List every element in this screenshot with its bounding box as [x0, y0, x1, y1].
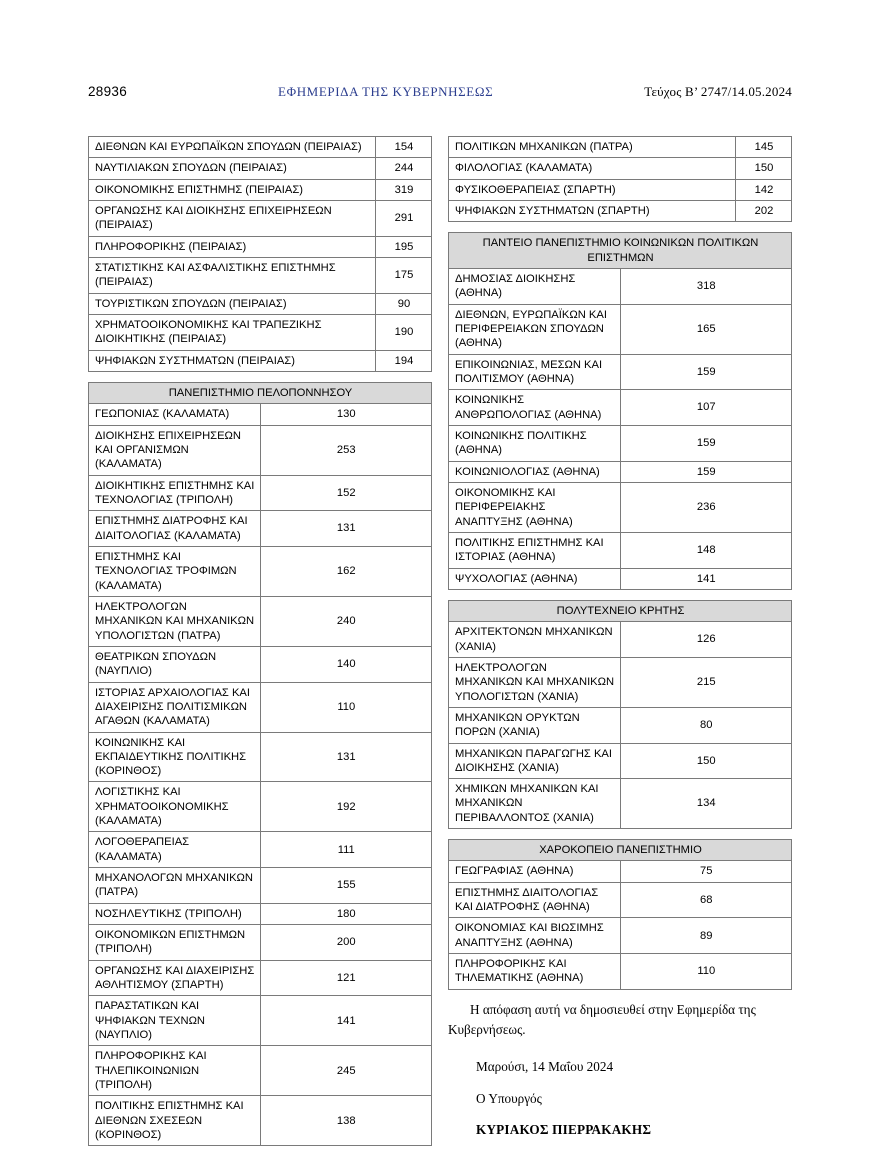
table-panteion-university — [448, 232, 792, 590]
department-value: 107 — [620, 390, 792, 426]
section-title: ΠΟΛΥΤΕΧΝΕΙΟ ΚΡΗΤΗΣ — [449, 600, 792, 621]
minister-name: ΚΥΡΙΑΚΟΣ ΠΙΕΡΡΑΚΑΚΗΣ — [476, 1121, 652, 1137]
department-name: ΠΟΛΙΤΙΚΩΝ ΜΗΧΑΝΙΚΩΝ (ΠΑΤΡΑ) — [449, 137, 736, 158]
table-row — [89, 137, 432, 158]
page-number: 28936 — [88, 84, 128, 99]
table-peloponnese-continued — [448, 136, 792, 222]
department-value: 244 — [376, 158, 432, 179]
department-value: 89 — [620, 918, 792, 954]
department-name: ΛΟΓΟΘΕΡΑΠΕΙΑΣ (ΚΑΛΑΜΑΤΑ) — [89, 832, 261, 868]
department-name: ΟΙΚΟΝΟΜΙΚΩΝ ΕΠΙΣΤΗΜΩΝ (ΤΡΙΠΟΛΗ) — [89, 925, 261, 961]
table-row — [89, 425, 432, 475]
department-value: 318 — [620, 268, 792, 304]
department-name: ΟΙΚΟΝΟΜΙΚΗΣ ΕΠΙΣΤΗΜΗΣ (ΠΕΙΡΑΙΑΣ) — [89, 179, 376, 200]
department-name: ΔΙΟΙΚΗΣΗΣ ΕΠΙΧΕΙΡΗΣΕΩΝ ΚΑΙ ΟΡΓΑΝΙΣΜΩΝ (ΚΑΛΑΜΑΤΑ) — [89, 425, 261, 475]
department-value: 141 — [260, 996, 432, 1046]
department-value: 155 — [260, 868, 432, 904]
department-name: ΚΟΙΝΩΝΙΚΗΣ ΑΝΘΡΩΠΟΛΟΓΙΑΣ (ΑΘΗΝΑ) — [449, 390, 621, 426]
department-name: ΟΡΓΑΝΩΣΗΣ ΚΑΙ ΔΙΑΧΕΙΡΙΣΗΣ ΑΘΛΗΤΙΣΜΟΥ (ΣΠΑΡΤΗ) — [89, 960, 261, 996]
table-row — [89, 236, 432, 257]
department-name: ΠΛΗΡΟΦΟΡΙΚΗΣ ΚΑΙ ΤΗΛΕΠΙΚΟΙΝΩΝΙΩΝ (ΤΡΙΠΟΛΗ) — [89, 1046, 261, 1096]
department-value: 150 — [736, 158, 792, 179]
department-name: ΟΙΚΟΝΟΜΙΚΗΣ ΚΑΙ ΠΕΡΙΦΕΡΕΙΑΚΗΣ ΑΝΑΠΤΥΞΗΣ (ΑΘΗΝΑ) — [449, 482, 621, 532]
table-row — [449, 461, 792, 482]
department-value: 159 — [620, 354, 792, 390]
department-value: 80 — [620, 707, 792, 743]
table-row — [89, 832, 432, 868]
department-name: ΗΛΕΚΤΡΟΛΟΓΩΝ ΜΗΧΑΝΙΚΩΝ ΚΑΙ ΜΗΧΑΝΙΚΩΝ ΥΠΟΛΟΓΙΣΤΩΝ (ΧΑΝΙΑ) — [449, 657, 621, 707]
department-value: 130 — [260, 404, 432, 425]
table-row — [449, 532, 792, 568]
department-value: 192 — [260, 782, 432, 832]
table-row — [89, 782, 432, 832]
department-name: ΔΗΜΟΣΙΑΣ ΔΙΟΙΚΗΣΗΣ (ΑΘΗΝΑ) — [449, 268, 621, 304]
table-row — [89, 200, 432, 236]
department-name: ΦΥΣΙΚΟΘΕΡΑΠΕΙΑΣ (ΣΠΑΡΤΗ) — [449, 179, 736, 200]
table-row — [449, 954, 792, 990]
section-title: ΠΑΝΕΠΙΣΤΗΜΙΟ ΠΕΛΟΠΟΝΝΗΣΟΥ — [89, 382, 432, 403]
department-name: ΝΟΣΗΛΕΥΤΙΚΗΣ (ΤΡΙΠΟΛΗ) — [89, 903, 261, 924]
table-peloponnese-university — [88, 382, 432, 1146]
department-value: 159 — [620, 461, 792, 482]
table-row — [449, 918, 792, 954]
table-row — [89, 179, 432, 200]
issue-info: Τεύχος Β’ 2747/14.05.2024 — [644, 84, 792, 99]
place-date: Μαρούσι, 14 Μαΐου 2024 — [476, 1058, 614, 1074]
table-row — [89, 732, 432, 782]
table-row — [89, 511, 432, 547]
department-name: ΠΛΗΡΟΦΟΡΙΚΗΣ (ΠΕΙΡΑΙΑΣ) — [89, 236, 376, 257]
table-section-header-row — [89, 382, 432, 403]
department-name: ΑΡΧΙΤΕΚΤΟΝΩΝ ΜΗΧΑΝΙΚΩΝ (ΧΑΝΙΑ) — [449, 622, 621, 658]
department-value: 141 — [620, 568, 792, 589]
department-name: ΠΛΗΡΟΦΟΡΙΚΗΣ ΚΑΙ ΤΗΛΕΜΑΤΙΚΗΣ (ΑΘΗΝΑ) — [449, 954, 621, 990]
department-name: ΘΕΑΤΡΙΚΩΝ ΣΠΟΥΔΩΝ (ΝΑΥΠΛΙΟ) — [89, 646, 261, 682]
department-name: ΨΗΦΙΑΚΩΝ ΣΥΣΤΗΜΑΤΩΝ (ΠΕΙΡΑΙΑΣ) — [89, 350, 376, 371]
department-name: ΚΟΙΝΩΝΙΚΗΣ ΠΟΛΙΤΙΚΗΣ (ΑΘΗΝΑ) — [449, 425, 621, 461]
department-value: 75 — [620, 861, 792, 882]
department-value: 194 — [376, 350, 432, 371]
table-row — [89, 960, 432, 996]
table-row — [449, 861, 792, 882]
table-row — [89, 158, 432, 179]
table-section-header-row — [449, 840, 792, 861]
table-row — [89, 1096, 432, 1146]
department-name: ΝΑΥΤΙΛΙΑΚΩΝ ΣΠΟΥΔΩΝ (ΠΕΙΡΑΙΑΣ) — [89, 158, 376, 179]
department-name: ΧΗΜΙΚΩΝ ΜΗΧΑΝΙΚΩΝ ΚΑΙ ΜΗΧΑΝΙΚΩΝ ΠΕΡΙΒΑΛΛΟΝΤΟΣ (ΧΑΝΙΑ) — [449, 779, 621, 829]
table-row — [449, 390, 792, 426]
table-piraeus-departments — [88, 136, 432, 372]
department-name: ΕΠΙΣΤΗΜΗΣ ΔΙΑΤΡΟΦΗΣ ΚΑΙ ΔΙΑΙΤΟΛΟΓΙΑΣ (ΚΑΛΑΜΑΤΑ) — [89, 511, 261, 547]
table-row — [89, 546, 432, 596]
department-value: 90 — [376, 293, 432, 314]
table-row — [449, 268, 792, 304]
table-row — [449, 482, 792, 532]
department-value: 215 — [620, 657, 792, 707]
department-value: 148 — [620, 532, 792, 568]
table-row — [89, 314, 432, 350]
table-section-header-row — [449, 600, 792, 621]
department-name: ΔΙΟΙΚΗΤΙΚΗΣ ΕΠΙΣΤΗΜΗΣ ΚΑΙ ΤΕΧΝΟΛΟΓΙΑΣ (ΤΡΙΠΟΛΗ) — [89, 475, 261, 511]
table-row — [449, 779, 792, 829]
right-column — [448, 136, 792, 1156]
department-value: 291 — [376, 200, 432, 236]
department-name: ΔΙΕΘΝΩΝ ΚΑΙ ΕΥΡΩΠΑΪΚΩΝ ΣΠΟΥΔΩΝ (ΠΕΙΡΑΙΑΣ) — [89, 137, 376, 158]
table-row — [449, 304, 792, 354]
table-row — [449, 743, 792, 779]
department-value: 134 — [620, 779, 792, 829]
table-harokopio-university — [448, 839, 792, 990]
department-name: ΕΠΙΣΤΗΜΗΣ ΔΙΑΙΤΟΛΟΓΙΑΣ ΚΑΙ ΔΙΑΤΡΟΦΗΣ (ΑΘΗΝΑ) — [449, 882, 621, 918]
table-row — [89, 646, 432, 682]
department-value: 200 — [260, 925, 432, 961]
department-name: ΚΟΙΝΩΝΙΚΗΣ ΚΑΙ ΕΚΠΑΙΔΕΥΤΙΚΗΣ ΠΟΛΙΤΙΚΗΣ (ΚΟΡΙΝΘΟΣ) — [89, 732, 261, 782]
department-name: ΟΙΚΟΝΟΜΙΑΣ ΚΑΙ ΒΙΩΣΙΜΗΣ ΑΝΑΠΤΥΞΗΣ (ΑΘΗΝΑ) — [449, 918, 621, 954]
department-value: 152 — [260, 475, 432, 511]
left-column — [88, 136, 432, 1156]
department-value: 138 — [260, 1096, 432, 1146]
department-value: 240 — [260, 596, 432, 646]
table-technical-university-crete — [448, 600, 792, 829]
table-row — [89, 1046, 432, 1096]
department-name: ΜΗΧΑΝΙΚΩΝ ΟΡΥΚΤΩΝ ΠΟΡΩΝ (ΧΑΝΙΑ) — [449, 707, 621, 743]
department-value: 236 — [620, 482, 792, 532]
department-name: ΠΟΛΙΤΙΚΗΣ ΕΠΙΣΤΗΜΗΣ ΚΑΙ ΙΣΤΟΡΙΑΣ (ΑΘΗΝΑ) — [449, 532, 621, 568]
department-name: ΣΤΑΤΙΣΤΙΚΗΣ ΚΑΙ ΑΣΦΑΛΙΣΤΙΚΗΣ ΕΠΙΣΤΗΜΗΣ (ΠΕΙΡΑΙΑΣ) — [89, 257, 376, 293]
department-value: 121 — [260, 960, 432, 996]
page-header — [88, 84, 792, 104]
table-row — [449, 622, 792, 658]
table-row — [89, 257, 432, 293]
department-name: ΤΟΥΡΙΣΤΙΚΩΝ ΣΠΟΥΔΩΝ (ΠΕΙΡΑΙΑΣ) — [89, 293, 376, 314]
department-value: 245 — [260, 1046, 432, 1096]
department-value: 126 — [620, 622, 792, 658]
department-name: ΕΠΙΣΤΗΜΗΣ ΚΑΙ ΤΕΧΝΟΛΟΓΙΑΣ ΤΡΟΦΙΜΩΝ (ΚΑΛΑΜΑΤΑ) — [89, 546, 261, 596]
department-value: 162 — [260, 546, 432, 596]
gazette-title: ΕΦΗΜΕΡΙΔΑ ΤΗΣ ΚΥΒΕΡΝΗΣΕΩΣ — [278, 84, 494, 99]
table-row — [89, 404, 432, 425]
department-value: 202 — [736, 200, 792, 221]
table-row — [89, 293, 432, 314]
department-value: 140 — [260, 646, 432, 682]
section-title: ΧΑΡΟΚΟΠΕΙΟ ΠΑΝΕΠΙΣΤΗΜΙΟ — [449, 840, 792, 861]
table-row — [449, 137, 792, 158]
table-row — [449, 158, 792, 179]
department-name: ΔΙΕΘΝΩΝ, ΕΥΡΩΠΑΪΚΩΝ ΚΑΙ ΠΕΡΙΦΕΡΕΙΑΚΩΝ ΣΠΟΥΔΩΝ (ΑΘΗΝΑ) — [449, 304, 621, 354]
department-name: ΗΛΕΚΤΡΟΛΟΓΩΝ ΜΗΧΑΝΙΚΩΝ ΚΑΙ ΜΗΧΑΝΙΚΩΝ ΥΠΟΛΟΓΙΣΤΩΝ (ΠΑΤΡΑ) — [89, 596, 261, 646]
department-value: 190 — [376, 314, 432, 350]
table-row — [89, 868, 432, 904]
table-section-header-row — [449, 233, 792, 269]
closing-block — [448, 1000, 792, 1140]
department-value: 131 — [260, 511, 432, 547]
table-row — [449, 425, 792, 461]
department-name: ΨΥΧΟΛΟΓΙΑΣ (ΑΘΗΝΑ) — [449, 568, 621, 589]
department-name: ΨΗΦΙΑΚΩΝ ΣΥΣΤΗΜΑΤΩΝ (ΣΠΑΡΤΗ) — [449, 200, 736, 221]
department-value: 110 — [260, 682, 432, 732]
department-value: 110 — [620, 954, 792, 990]
table-row — [89, 350, 432, 371]
department-value: 195 — [376, 236, 432, 257]
department-value: 142 — [736, 179, 792, 200]
department-value: 150 — [620, 743, 792, 779]
department-value: 111 — [260, 832, 432, 868]
department-value: 145 — [736, 137, 792, 158]
minister-label: Ο Υπουργός — [476, 1091, 542, 1107]
table-row — [449, 657, 792, 707]
department-name: ΜΗΧΑΝΙΚΩΝ ΠΑΡΑΓΩΓΗΣ ΚΑΙ ΔΙΟΙΚΗΣΗΣ (ΧΑΝΙΑ) — [449, 743, 621, 779]
table-row — [89, 475, 432, 511]
department-value: 159 — [620, 425, 792, 461]
department-name: ΧΡΗΜΑΤΟΟΙΚΟΝΟΜΙΚΗΣ ΚΑΙ ΤΡΑΠΕΖΙΚΗΣ ΔΙΟΙΚΗΤΙΚΗΣ (ΠΕΙΡΑΙΑΣ) — [89, 314, 376, 350]
department-name: ΛΟΓΙΣΤΙΚΗΣ ΚΑΙ ΧΡΗΜΑΤΟΟΙΚΟΝΟΜΙΚΗΣ (ΚΑΛΑΜΑΤΑ) — [89, 782, 261, 832]
table-row — [449, 568, 792, 589]
department-name: ΙΣΤΟΡΙΑΣ ΑΡΧΑΙΟΛΟΓΙΑΣ ΚΑΙ ΔΙΑΧΕΙΡΙΣΗΣ ΠΟΛΙΤΙΣΜΙΚΩΝ ΑΓΑΘΩΝ (ΚΑΛΑΜΑΤΑ) — [89, 682, 261, 732]
section-title: ΠΑΝΤΕΙΟ ΠΑΝΕΠΙΣΤΗΜΙΟ ΚΟΙΝΩΝΙΚΩΝ ΠΟΛΙΤΙΚΩΝ ΕΠΙΣΤΗΜΩΝ — [449, 233, 792, 269]
department-name: ΜΗΧΑΝΟΛΟΓΩΝ ΜΗΧΑΝΙΚΩΝ (ΠΑΤΡΑ) — [89, 868, 261, 904]
department-value: 180 — [260, 903, 432, 924]
department-value: 175 — [376, 257, 432, 293]
table-row — [449, 354, 792, 390]
department-name: ΠΟΛΙΤΙΚΗΣ ΕΠΙΣΤΗΜΗΣ ΚΑΙ ΔΙΕΘΝΩΝ ΣΧΕΣΕΩΝ (ΚΟΡΙΝΘΟΣ) — [89, 1096, 261, 1146]
department-value: 154 — [376, 137, 432, 158]
table-row — [449, 179, 792, 200]
publication-note: Η απόφαση αυτή να δημοσιευθεί στην Εφημερίδα της Κυβερνήσεως. — [448, 1001, 756, 1038]
department-name: ΟΡΓΑΝΩΣΗΣ ΚΑΙ ΔΙΟΙΚΗΣΗΣ ΕΠΙΧΕΙΡΗΣΕΩΝ (ΠΕΙΡΑΙΑΣ) — [89, 200, 376, 236]
table-row — [89, 903, 432, 924]
department-name: ΓΕΩΠΟΝΙΑΣ (ΚΑΛΑΜΑΤΑ) — [89, 404, 261, 425]
table-row — [449, 200, 792, 221]
department-name: ΚΟΙΝΩΝΙΟΛΟΓΙΑΣ (ΑΘΗΝΑ) — [449, 461, 621, 482]
department-name: ΕΠΙΚΟΙΝΩΝΙΑΣ, ΜΕΣΩΝ ΚΑΙ ΠΟΛΙΤΙΣΜΟΥ (ΑΘΗΝΑ) — [449, 354, 621, 390]
department-value: 68 — [620, 882, 792, 918]
table-row — [449, 882, 792, 918]
department-value: 165 — [620, 304, 792, 354]
department-value: 253 — [260, 425, 432, 475]
department-value: 131 — [260, 732, 432, 782]
table-row — [449, 707, 792, 743]
department-name: ΠΑΡΑΣΤΑΤΙΚΩΝ ΚΑΙ ΨΗΦΙΑΚΩΝ ΤΕΧΝΩΝ (ΝΑΥΠΛΙΟ) — [89, 996, 261, 1046]
department-name: ΓΕΩΓΡΑΦΙΑΣ (ΑΘΗΝΑ) — [449, 861, 621, 882]
department-name: ΦΙΛΟΛΟΓΙΑΣ (ΚΑΛΑΜΑΤΑ) — [449, 158, 736, 179]
two-column-body — [88, 136, 792, 1156]
table-row — [89, 682, 432, 732]
department-value: 319 — [376, 179, 432, 200]
table-row — [89, 596, 432, 646]
table-row — [89, 996, 432, 1046]
table-row — [89, 925, 432, 961]
